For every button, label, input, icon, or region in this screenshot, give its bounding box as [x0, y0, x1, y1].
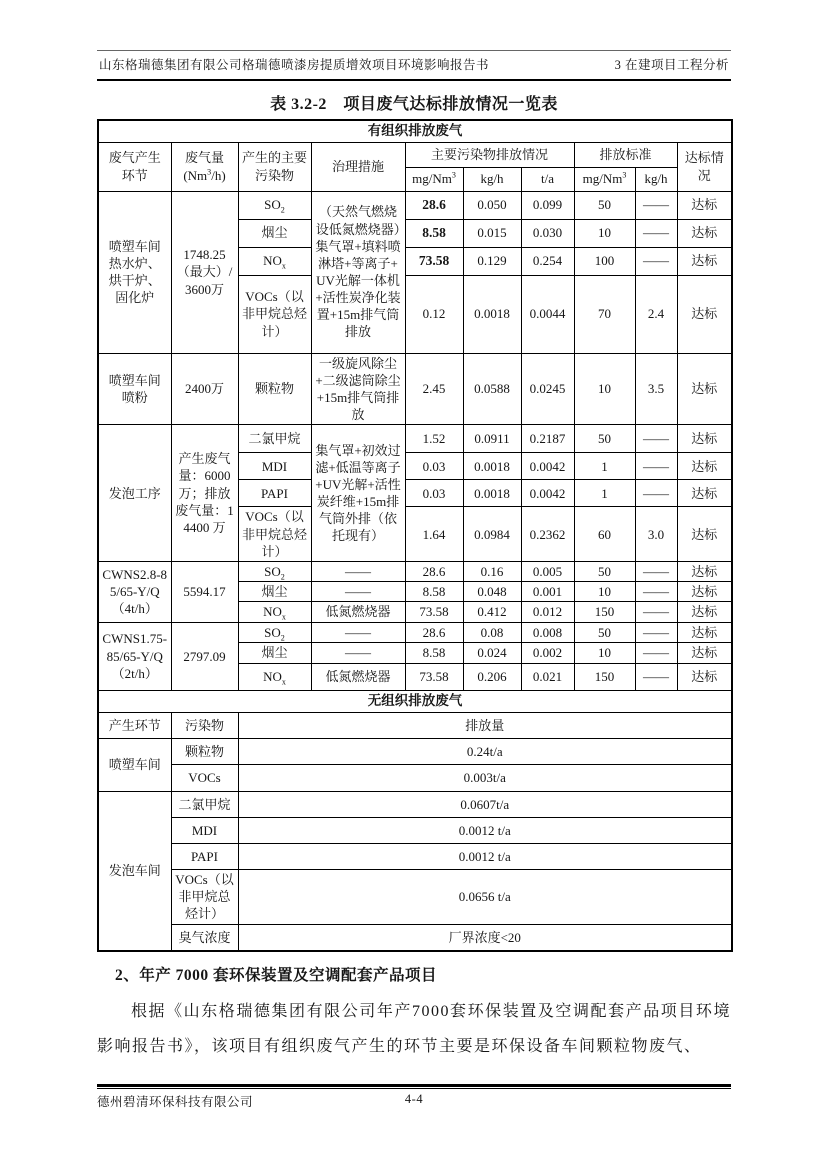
table-cell-r15-c4: 28.6 — [405, 622, 463, 642]
table-row — [98, 120, 732, 142]
table-cell-r16-c2: 8.58 — [405, 642, 463, 663]
table-row — [98, 562, 732, 582]
table-cell-r25-c0: VOCs（以非甲烷总烃计） — [171, 869, 238, 924]
table-cell-r15-c3: —— — [311, 622, 405, 642]
table-row — [98, 425, 732, 453]
table-cell-r2-c1: kg/h — [463, 167, 521, 191]
footer-rule-thick — [97, 1084, 731, 1087]
table-cell-r17-c6: —— — [635, 663, 677, 690]
table-cell-r14-c2: 73.58 — [405, 602, 463, 622]
table-cell-r7-c3: 一级旋风除尘+二级滤筒除尘+15m排气筒排放 — [311, 353, 405, 425]
table-row — [98, 817, 732, 843]
table-cell-r3-c2: $SO_2$ — [238, 191, 311, 219]
table-cell-r3-c9: 达标 — [677, 191, 732, 219]
running-footer — [97, 1084, 731, 1110]
table-cell-r16-c3: 0.024 — [463, 642, 521, 663]
table-cell-r3-c4: 28.6 — [405, 191, 463, 219]
table-cell-r12-c7: 50 — [574, 562, 635, 582]
table-cell-r5-c4: 100 — [574, 247, 635, 275]
table-cell-r9-c0: MDI — [238, 453, 311, 480]
table-cell-r1-c3: 治理措施 — [311, 142, 405, 191]
table-cell-r20-c1: 颗粒物 — [171, 738, 238, 764]
table-cell-r4-c6: 达标 — [677, 219, 732, 247]
footer-company: 德州碧清环保科技有限公司 — [97, 1095, 254, 1109]
table-cell-r13-c7: 达标 — [677, 582, 732, 602]
running-header — [97, 50, 731, 81]
table-cell-r8-c2: 二氯甲烷 — [238, 425, 311, 453]
table-cell-r15-c6: 0.008 — [521, 622, 574, 642]
table-cell-r15-c2: $SO_2$ — [238, 622, 311, 642]
table-row — [98, 738, 732, 764]
table-cell-r20-c2: 0.24t/a — [238, 738, 732, 764]
table-cell-r6-c1: 0.12 — [405, 275, 463, 353]
table-cell-r9-c1: 0.03 — [405, 453, 463, 480]
table-row — [98, 353, 732, 425]
table-cell-r13-c2: 8.58 — [405, 582, 463, 602]
table-cell-r3-c3: （天然气燃烧设低氮燃烧器）集气罩+填料喷淋塔+等离子+UV光解一体机+活性炭净化装置+15m排气筒排放 — [311, 191, 405, 353]
table-cell-r3-c6: 0.099 — [521, 191, 574, 219]
table-cell-r10-c3: 0.0042 — [521, 480, 574, 507]
table-cell-r16-c1: —— — [311, 642, 405, 663]
table-cell-r14-c0: $NO_x$ — [238, 602, 311, 622]
table-cell-r14-c7: 达标 — [677, 602, 732, 622]
table-row — [98, 924, 732, 951]
table-row — [98, 622, 732, 642]
table-cell-r1-c5: 排放标准 — [574, 142, 677, 167]
table-cell-r5-c5: —— — [635, 247, 677, 275]
table-cell-r11-c4: 60 — [574, 507, 635, 562]
table-cell-r13-c3: 0.048 — [463, 582, 521, 602]
table-cell-r6-c6: 达标 — [677, 275, 732, 353]
table-cell-r1-c6: 达标情 况 — [677, 142, 732, 191]
table-cell-r1-c2: 产生的主要 污染物 — [238, 142, 311, 191]
table-cell-r7-c9: 达标 — [677, 353, 732, 425]
table-cell-r3-c7: 50 — [574, 191, 635, 219]
table-cell-r9-c3: 0.0042 — [521, 453, 574, 480]
table-cell-r17-c5: 150 — [574, 663, 635, 690]
table-row — [98, 764, 732, 791]
table-title: 表 3.2-2 项目废气达标排放情况一览表 — [270, 96, 558, 113]
table-cell-r22-c2: 0.0607t/a — [238, 791, 732, 817]
table-cell-r8-c1: 产生废气量：6000万；排放废气量：14400 万 — [171, 425, 238, 562]
table-row — [98, 791, 732, 817]
table-cell-r8-c4: 1.52 — [405, 425, 463, 453]
table-cell-r8-c6: 0.2187 — [521, 425, 574, 453]
table-cell-r10-c2: 0.0018 — [463, 480, 521, 507]
table-cell-r11-c0: VOCs（以非甲烷总烃计） — [238, 507, 311, 562]
table-cell-r8-c3: 集气罩+初效过滤+低温等离子+UV光解+活性炭纤维+15m排气筒外排（依托现有） — [311, 425, 405, 562]
table-cell-r7-c5: 0.0588 — [463, 353, 521, 425]
table-cell-r15-c8: —— — [635, 622, 677, 642]
table-cell-r12-c3: —— — [311, 562, 405, 582]
table-cell-r15-c5: 0.08 — [463, 622, 521, 642]
table-cell-r13-c5: 10 — [574, 582, 635, 602]
table-cell-r7-c4: 2.45 — [405, 353, 463, 425]
table-cell-r9-c5: —— — [635, 453, 677, 480]
table-cell-r21-c1: 0.003t/a — [238, 764, 732, 791]
table-cell-r16-c4: 0.002 — [521, 642, 574, 663]
table-cell-r15-c1: 2797.09 — [171, 622, 238, 690]
table-cell-r5-c3: 0.254 — [521, 247, 574, 275]
table-cell-r7-c7: 10 — [574, 353, 635, 425]
table-cell-r14-c5: 150 — [574, 602, 635, 622]
table-cell-r8-c5: 0.0911 — [463, 425, 521, 453]
table-cell-r20-c0: 喷塑车间 — [98, 738, 171, 791]
table-cell-r15-c9: 达标 — [677, 622, 732, 642]
table-cell-r24-c0: PAPI — [171, 843, 238, 869]
footer-text-row — [97, 1089, 731, 1110]
table-row — [98, 843, 732, 869]
table-cell-r11-c6: 达标 — [677, 507, 732, 562]
table-cell-r15-c0: CWNS1.75-85/65-Y/Q（2t/h） — [98, 622, 171, 690]
table-cell-r9-c6: 达标 — [677, 453, 732, 480]
table-cell-r14-c3: 0.412 — [463, 602, 521, 622]
table-cell-r10-c4: 1 — [574, 480, 635, 507]
table-cell-r21-c0: VOCs — [171, 764, 238, 791]
section-2-paragraph: 根据《山东格瑞德集团有限公司年产7000套环保装置及空调配套产品项目环境影响报告书》，该项目有组织废气产生的环节主要是环保设备车间颗粒物废气、 — [97, 1003, 731, 1055]
emissions-table-body — [98, 120, 732, 951]
table-cell-r7-c1: 2400万 — [171, 353, 238, 425]
table-cell-r3-c5: 0.050 — [463, 191, 521, 219]
table-cell-r4-c4: 10 — [574, 219, 635, 247]
table-cell-r13-c4: 0.001 — [521, 582, 574, 602]
table-cell-r12-c9: 达标 — [677, 562, 732, 582]
table-cell-r25-c1: 0.0656 t/a — [238, 869, 732, 924]
table-cell-r12-c6: 0.005 — [521, 562, 574, 582]
table-cell-r8-c8: —— — [635, 425, 677, 453]
table-cell-r6-c5: 2.4 — [635, 275, 677, 353]
table-cell-r12-c8: —— — [635, 562, 677, 582]
table-cell-r2-c4: kg/h — [635, 167, 677, 191]
table-cell-r7-c8: 3.5 — [635, 353, 677, 425]
header-chapter: 3 在建项目工程分析 — [614, 58, 729, 72]
table-cell-r1-c1: 废气量 (Nm$^3$/h) — [171, 142, 238, 191]
table-row — [98, 869, 732, 924]
table-cell-r2-c2: t/a — [521, 167, 574, 191]
table-cell-r22-c0: 发泡车间 — [98, 791, 171, 951]
table-cell-r19-c0: 产生环节 — [98, 712, 171, 738]
table-row — [98, 690, 732, 712]
table-cell-r23-c1: 0.0012 t/a — [238, 817, 732, 843]
table-cell-r12-c4: 28.6 — [405, 562, 463, 582]
table-cell-r17-c0: $NO_x$ — [238, 663, 311, 690]
section-2-heading: 2、年产 7000 套环保装置及空调配套产品项目 — [115, 967, 438, 984]
table-cell-r22-c1: 二氯甲烷 — [171, 791, 238, 817]
table-cell-r6-c3: 0.0044 — [521, 275, 574, 353]
table-cell-r3-c1: 1748.25 （最大）/ 3600万 — [171, 191, 238, 353]
table-cell-r12-c0: CWNS2.8-85/65-Y/Q（4t/h） — [98, 562, 171, 622]
table-cell-r4-c5: —— — [635, 219, 677, 247]
table-cell-r11-c5: 3.0 — [635, 507, 677, 562]
table-cell-r7-c6: 0.0245 — [521, 353, 574, 425]
table-cell-r3-c8: —— — [635, 191, 677, 219]
table-cell-r23-c0: MDI — [171, 817, 238, 843]
table-cell-r5-c2: 0.129 — [463, 247, 521, 275]
table-cell-r7-c0: 喷塑车间 喷粉 — [98, 353, 171, 425]
table-cell-r2-c0: mg/Nm$^3$ — [405, 167, 463, 191]
table-cell-r16-c0: 烟尘 — [238, 642, 311, 663]
table-cell-r13-c6: —— — [635, 582, 677, 602]
table-row — [98, 712, 732, 738]
table-cell-r1-c4: 主要污染物排放情况 — [405, 142, 574, 167]
table-cell-r10-c0: PAPI — [238, 480, 311, 507]
table-cell-r8-c0: 发泡工序 — [98, 425, 171, 562]
table-cell-r9-c4: 1 — [574, 453, 635, 480]
table-cell-r17-c4: 0.021 — [521, 663, 574, 690]
table-cell-r17-c1: 低氮燃烧器 — [311, 663, 405, 690]
table-cell-r16-c6: —— — [635, 642, 677, 663]
table-cell-r2-c3: mg/Nm$^3$ — [574, 167, 635, 191]
table-cell-r14-c6: —— — [635, 602, 677, 622]
table-cell-r4-c2: 0.015 — [463, 219, 521, 247]
table-cell-r4-c1: 8.58 — [405, 219, 463, 247]
table-row — [98, 142, 732, 167]
table-cell-r1-c0: 废气产生 环节 — [98, 142, 171, 191]
table-cell-r14-c1: 低氮燃烧器 — [311, 602, 405, 622]
table-cell-r10-c1: 0.03 — [405, 480, 463, 507]
table-cell-r24-c1: 0.0012 t/a — [238, 843, 732, 869]
table-cell-r16-c7: 达标 — [677, 642, 732, 663]
table-cell-r11-c1: 1.64 — [405, 507, 463, 562]
table-cell-r7-c2: 颗粒物 — [238, 353, 311, 425]
table-cell-r6-c4: 70 — [574, 275, 635, 353]
table-cell-r26-c0: 臭气浓度 — [171, 924, 238, 951]
table-cell-r4-c3: 0.030 — [521, 219, 574, 247]
table-cell-r6-c2: 0.0018 — [463, 275, 521, 353]
section-organized-header: 有组织排放废气 — [98, 120, 732, 142]
table-cell-r17-c2: 73.58 — [405, 663, 463, 690]
table-cell-r5-c1: 73.58 — [405, 247, 463, 275]
table-cell-r13-c0: 烟尘 — [238, 582, 311, 602]
table-cell-r9-c2: 0.0018 — [463, 453, 521, 480]
table-cell-r19-c1: 污染物 — [171, 712, 238, 738]
table-cell-r10-c5: —— — [635, 480, 677, 507]
table-cell-r11-c3: 0.2362 — [521, 507, 574, 562]
table-cell-r16-c5: 10 — [574, 642, 635, 663]
table-cell-r5-c0: $NO_x$ — [238, 247, 311, 275]
table-cell-r12-c5: 0.16 — [463, 562, 521, 582]
table-cell-r11-c2: 0.0984 — [463, 507, 521, 562]
footer-page-number: 4-4 — [404, 1092, 424, 1106]
header-doc-title: 山东格瑞德集团有限公司格瑞德喷漆房提质增效项目环境影响报告书 — [99, 58, 490, 72]
table-cell-r4-c0: 烟尘 — [238, 219, 311, 247]
table-cell-r14-c4: 0.012 — [521, 602, 574, 622]
table-cell-r15-c7: 50 — [574, 622, 635, 642]
table-cell-r5-c6: 达标 — [677, 247, 732, 275]
table-cell-r10-c6: 达标 — [677, 480, 732, 507]
section-fugitive-header: 无组织排放废气 — [98, 690, 732, 712]
table-cell-r17-c7: 达标 — [677, 663, 732, 690]
emissions-table — [97, 119, 733, 952]
table-cell-r6-c0: VOCs（以非甲烷总烃计） — [238, 275, 311, 353]
table-cell-r3-c0: 喷塑车间 热水炉、 烘干炉、 固化炉 — [98, 191, 171, 353]
table-row — [98, 191, 732, 219]
table-cell-r12-c1: 5594.17 — [171, 562, 238, 622]
table-cell-r17-c3: 0.206 — [463, 663, 521, 690]
table-cell-r13-c1: —— — [311, 582, 405, 602]
table-cell-r8-c9: 达标 — [677, 425, 732, 453]
table-cell-r12-c2: $SO_2$ — [238, 562, 311, 582]
table-cell-r8-c7: 50 — [574, 425, 635, 453]
table-cell-r19-c2: 排放量 — [238, 712, 732, 738]
table-cell-r26-c1: 厂界浓度<20 — [238, 924, 732, 951]
